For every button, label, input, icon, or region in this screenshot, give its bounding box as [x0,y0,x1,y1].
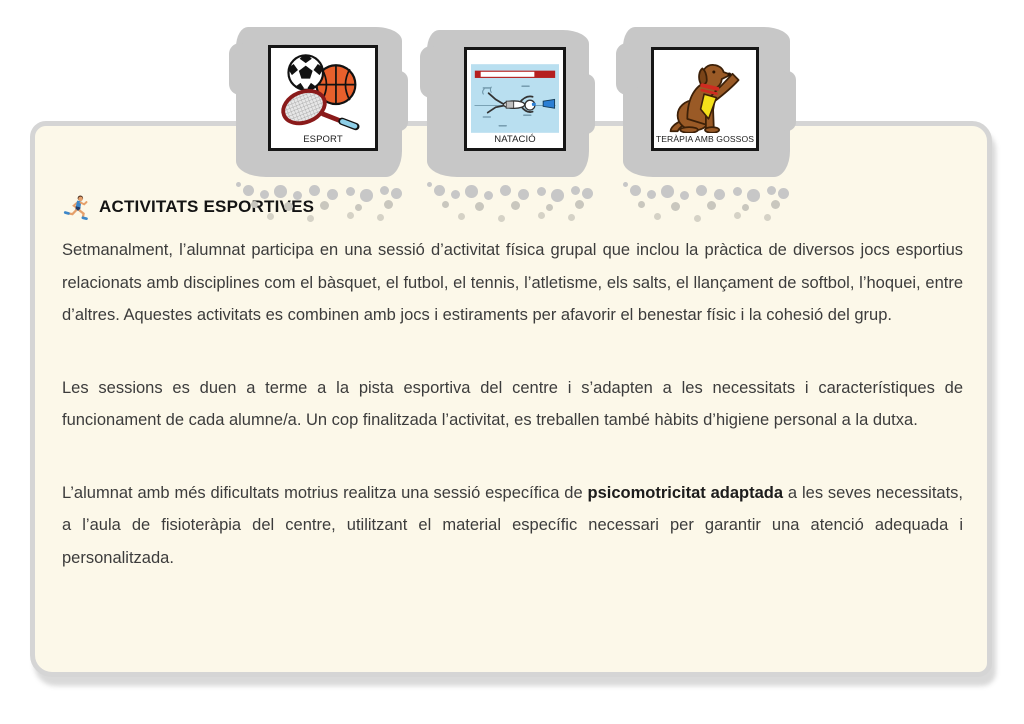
pictogram-label: ESPORT [303,134,343,145]
dog-therapy-pictogram-icon [659,50,751,133]
note-content [62,126,963,672]
sport-pictogram-icon [273,48,373,133]
runner-emoji-icon [62,194,89,221]
body-text [62,234,963,574]
pictogram-card-swimming [464,47,566,151]
note-paper [30,121,992,677]
paragraph-weekly-activity: Setmanalment, l’alumnat participa en una sessió d’activitat física grupal que inclou la pràctica de diversos jocs esportius relacionats amb disciplines com el bàsquet, el futbol, el tennis, l’atletisme, els salts, el llançament de softbol, l’hoquei, entre d’altres. Aquestes activitats es combinen amb jocs i estiraments per afavorir el benestar físic i la cohesió del grup. [62,241,963,324]
pictogram-card-sport [268,45,378,151]
spray-dots [236,182,241,187]
page-title: ACTIVITATS ESPORTIVES [99,197,315,216]
paragraph-sessions: Les sessions es duen a terme a la pista esportiva del centre i s’adapten a les necessitats i característiques de funcionament de cada alumne/a. Un cop finalitzada l’activitat, es treballen també hàbits d’higiene personal a la dutxa. [62,378,963,429]
section-heading [62,194,963,220]
splotch-dog-therapy [623,27,790,177]
spray-dots [427,182,432,187]
paragraph-3-start: L’alumnat amb més dificultats motrius realitza una sessió específica de [62,483,588,502]
pictogram-label: TERÀPIA AMB GOSSOS [655,134,755,144]
swimming-pictogram-icon [471,50,559,133]
paragraph-3-bold: psicomotricitat adaptada [587,483,784,502]
paragraph-psychomotricity [62,477,963,575]
splotch-sport [236,27,402,177]
pictogram-label: NATACIÓ [494,134,536,145]
paragraph-3-end: a les seves necessitats, a l’aula de fisioteràpia del centre, utilitzant el material específic necessari per garantir una atenció adequada i personalitzada. [62,483,964,567]
pictogram-card-dog-therapy [651,47,759,151]
splotch-swimming [427,30,589,177]
spray-dots [623,182,628,187]
